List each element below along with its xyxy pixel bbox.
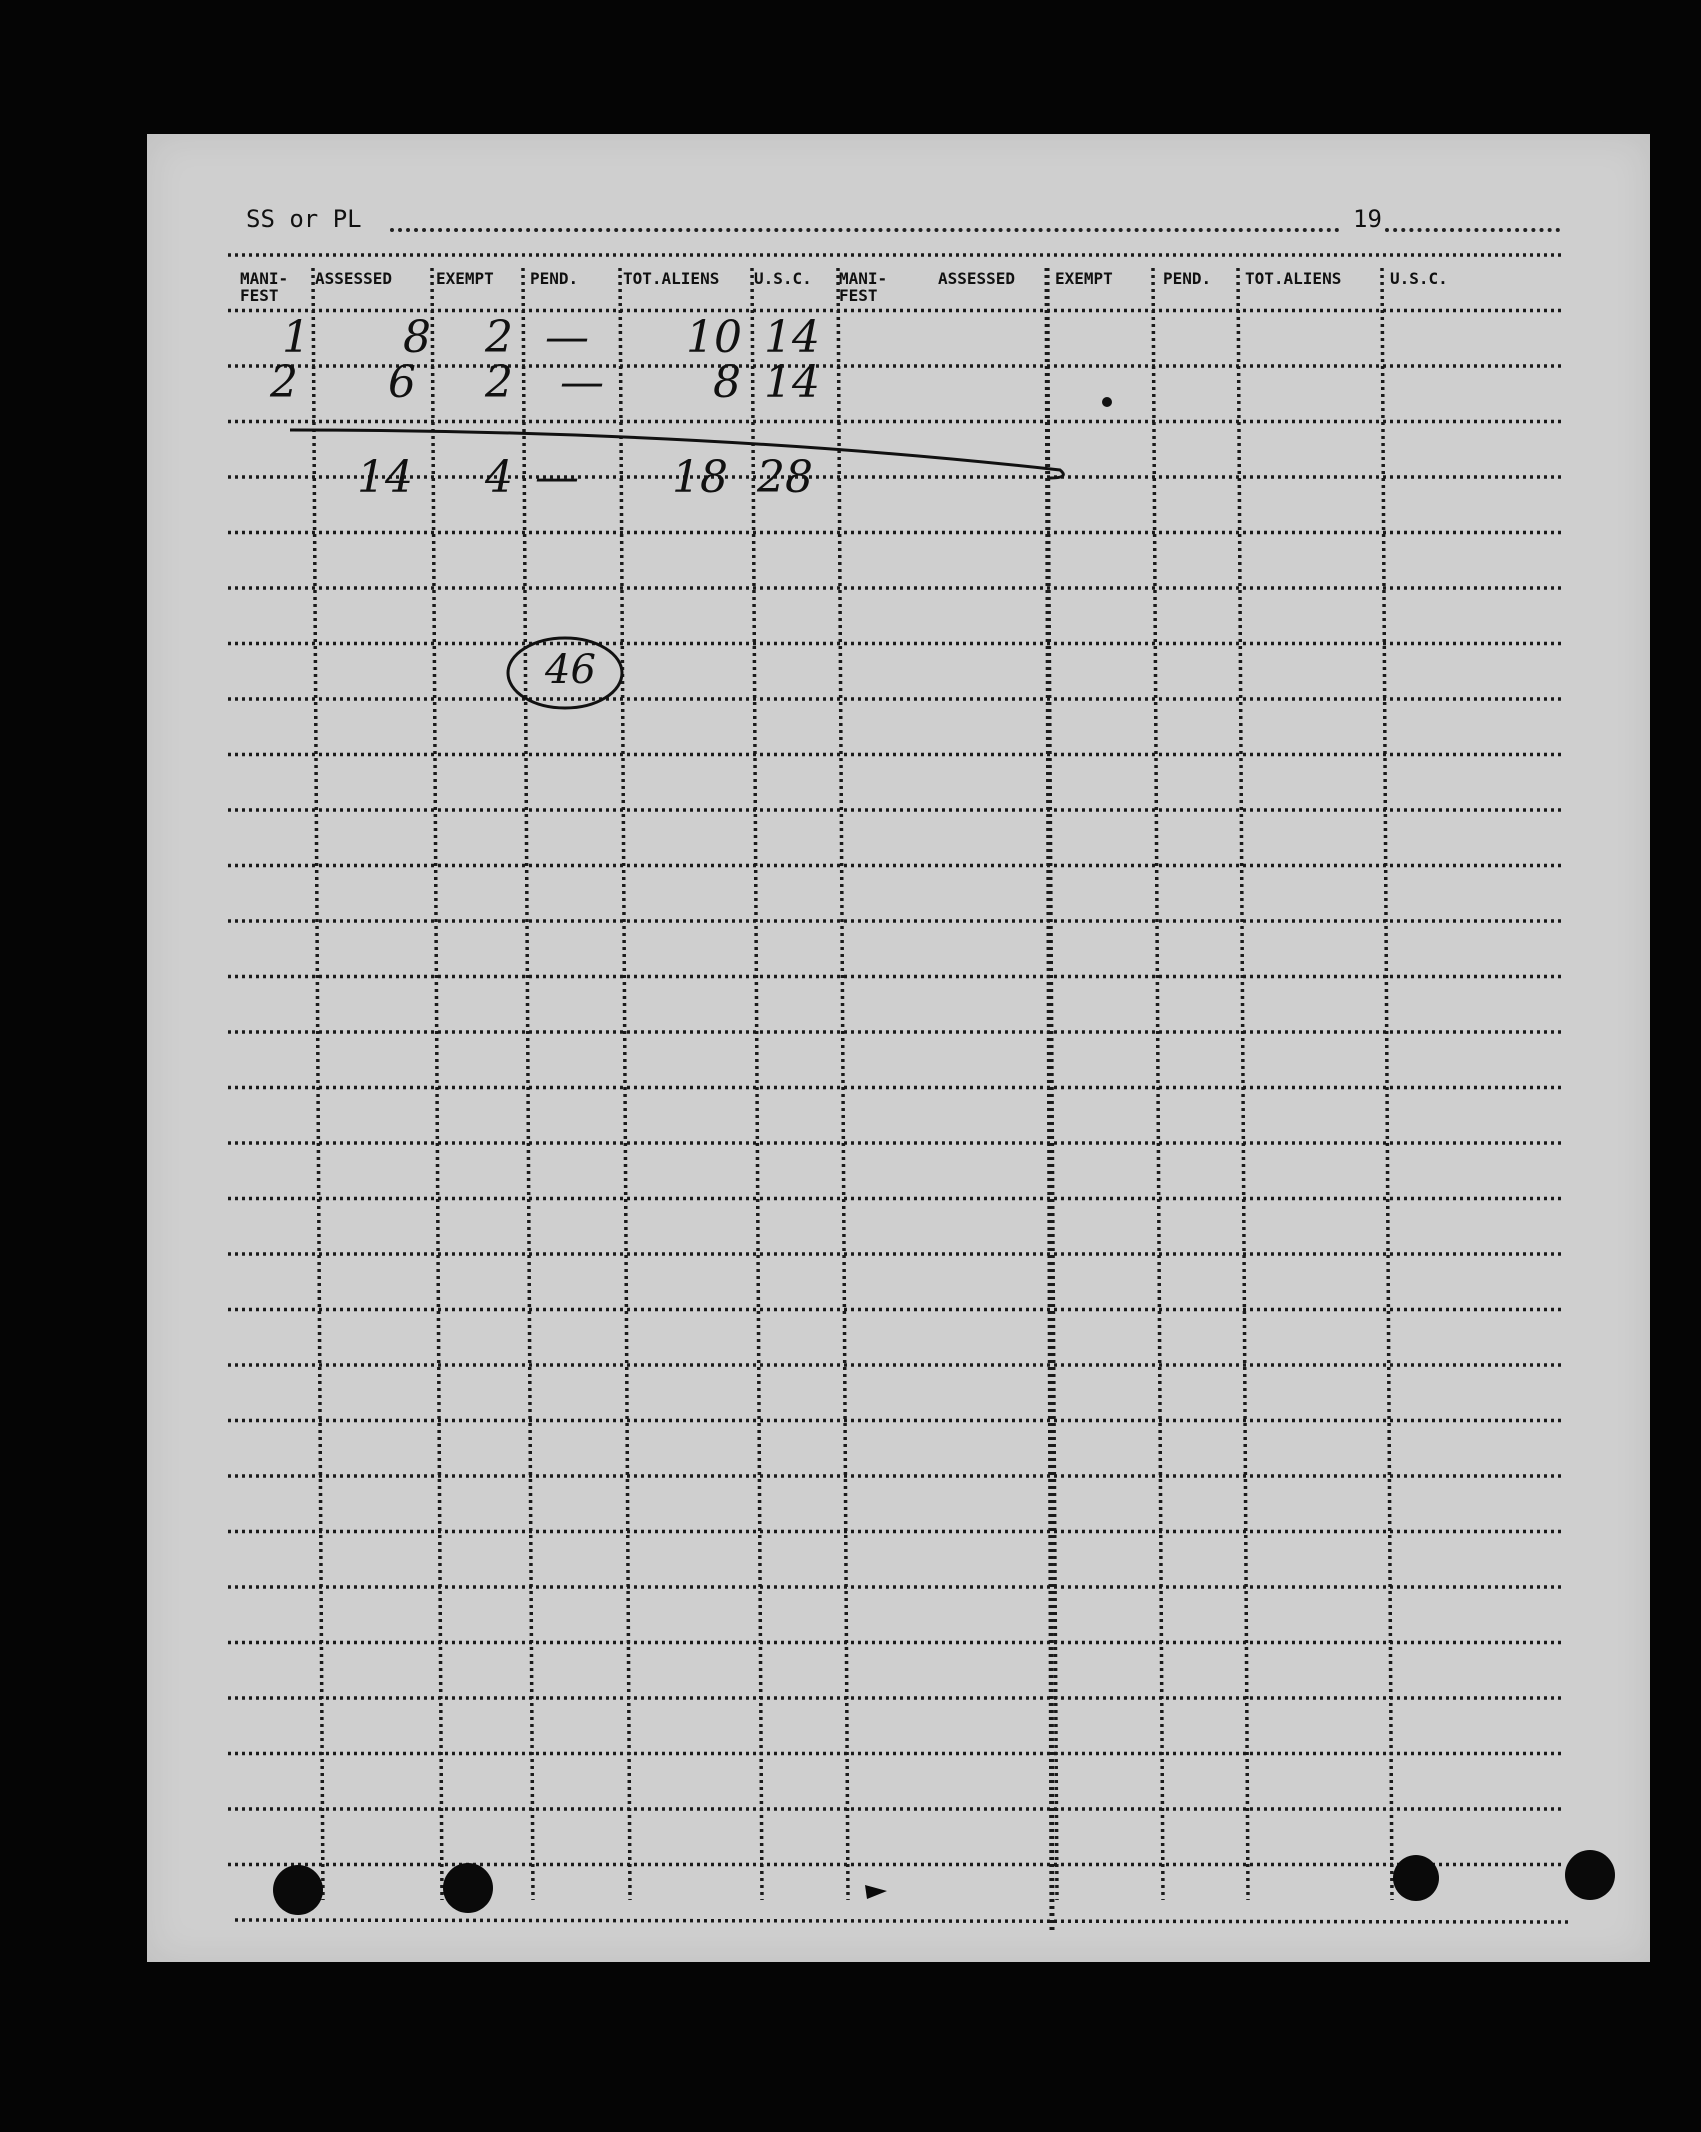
grid-column-line [1382,268,1392,1900]
header-tot-aliens-right: TOT.ALIENS [1245,269,1342,288]
hand-total-usc: 28 [757,452,813,503]
grid-bottom-line [235,1920,1570,1922]
header-tot-aliens-left: TOT.ALIENS [623,269,720,288]
hand-total-tot-aliens: 18 [672,452,728,503]
hand-row1-assessed: 8 [403,312,431,363]
header-usc-left: U.S.C. [754,269,812,288]
hand-row1-pend: — [545,312,589,363]
hand-row2-manifest: 2 [270,357,298,408]
year-prefix: 19 [1353,205,1382,233]
hand-row2-pend: — [560,357,604,408]
header-exempt-left: EXEMPT [436,269,494,288]
header-manifest-left: MANI- FEST [240,269,289,305]
header-assessed-right: ASSESSED [938,269,1016,288]
hand-total-exempt: 4 [485,452,513,503]
ink-dot [1102,397,1112,407]
header-assessed-left: ASSESSED [315,269,393,288]
grid-column-line [752,268,762,1900]
hand-row2-assessed: 6 [388,357,416,408]
ink-mark [865,1885,887,1899]
hand-row2-exempt: 2 [485,357,513,408]
grid-column-line [1047,268,1052,1930]
grid-column-line [1238,268,1248,1900]
hand-row1-usc: 14 [764,312,820,363]
punch-hole [1393,1855,1439,1901]
hand-row2-tot-aliens: 8 [713,357,741,408]
punch-hole [273,1865,323,1915]
hand-total-pend: — [535,452,579,503]
header-pend-right: PEND. [1163,269,1212,288]
header-usc-right: U.S.C. [1390,269,1448,288]
punch-hole [1565,1850,1615,1900]
grid-column-line [838,268,848,1900]
hand-row1-tot-aliens: 10 [686,312,742,363]
hand-row1-exempt: 2 [485,312,513,363]
header-pend-left: PEND. [530,269,579,288]
hand-circled-total: 46 [545,647,596,693]
grid-column-line [432,268,442,1900]
header-manifest-right: MANI- FEST [839,269,888,305]
hand-total-assessed: 14 [357,452,413,503]
header-exempt-right: EXEMPT [1055,269,1113,288]
hand-row1-manifest: 1 [282,312,310,363]
hand-row2-usc: 14 [764,357,820,408]
ship-label: SS or PL [246,205,362,233]
grid-column-line [523,268,533,1900]
grid-column-line [1153,268,1163,1900]
grid-column-line [313,268,323,1900]
punch-hole [443,1863,493,1913]
grid-column-line [620,268,630,1900]
